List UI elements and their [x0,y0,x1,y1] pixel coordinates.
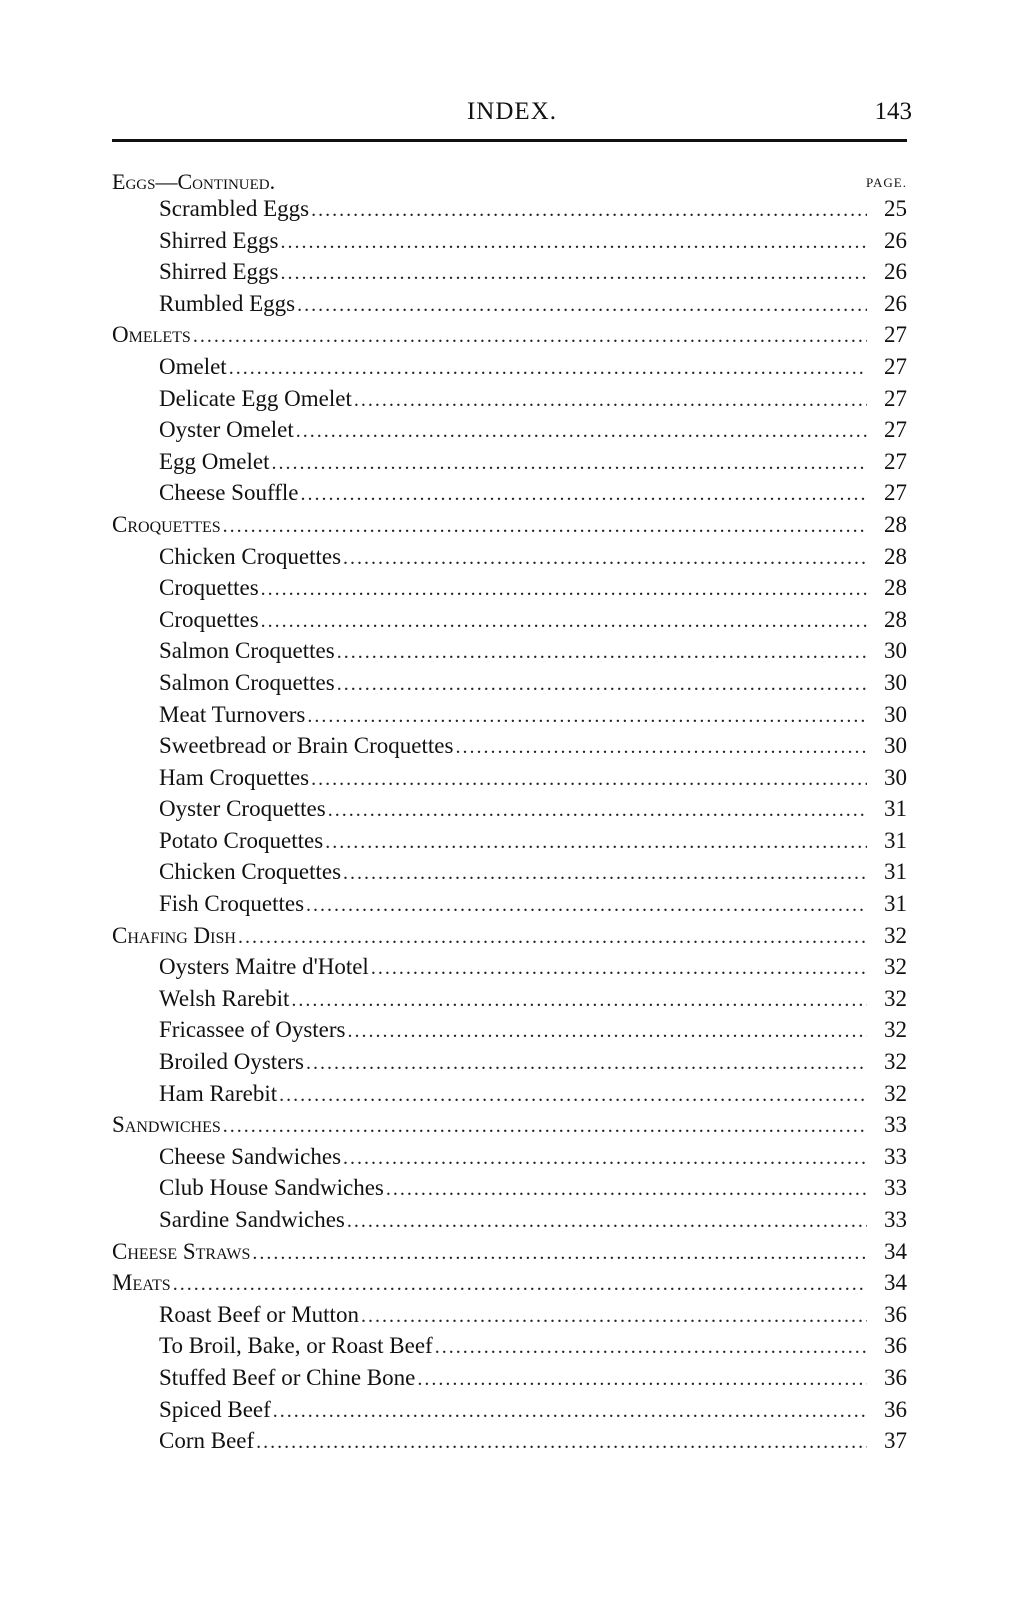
entry-label: Broiled Oysters [159,1049,305,1075]
dot-leader [280,231,867,254]
entry-label: Sweetbread or Brain Croquettes [159,733,454,759]
entry-page-number: 30 [884,733,907,759]
index-entry [112,796,907,828]
entry-page-number: 30 [884,764,907,790]
dot-leader [296,420,867,443]
index-entry [112,575,907,607]
index-section-heading [112,1270,907,1302]
dot-leader [306,1052,867,1075]
entry-page-number: 31 [884,827,907,853]
entry-label: Ham Croquettes [159,764,310,790]
dot-leader [343,547,867,570]
index-entry [112,1049,907,1081]
entry-label: Meats [112,1270,171,1296]
index-entry [112,1081,907,1113]
dot-leader [311,199,867,222]
dot-leader [348,1020,867,1043]
index-section-heading [112,512,907,544]
index-entry [112,1302,907,1334]
entry-page-number: 27 [884,385,907,411]
dot-leader [337,641,867,664]
entry-page-number: 36 [884,1301,907,1327]
dot-leader [291,989,867,1012]
entry-label: Omelets [112,322,191,348]
index-entry [112,1175,907,1207]
index-section-heading [112,1112,907,1144]
entry-page-number: 26 [884,227,907,253]
index-section-heading [112,1239,907,1271]
entry-page-number: 27 [884,322,907,348]
index-entry [112,607,907,639]
entry-page-number: 27 [884,353,907,379]
index-section-heading [112,322,907,354]
entry-label: Cheese Straws [112,1238,251,1264]
dot-leader [272,452,868,475]
dot-leader [386,1178,867,1201]
entry-label: Roast Beef or Mutton [159,1301,359,1327]
entry-page-number: 30 [884,669,907,695]
entry-page-number: 33 [884,1207,907,1232]
entry-label: Delicate Egg Omelet [159,385,352,411]
index-entry [112,544,907,576]
entry-page-number: 33 [884,1175,907,1201]
dot-leader [311,768,867,791]
entry-page-number: 30 [884,638,907,664]
entry-label: Fish Croquettes [159,891,305,917]
continued-label: Eggs—Continued. [112,169,276,194]
entry-page-number: 34 [884,1238,907,1264]
entry-page-number: 36 [884,1396,907,1422]
dot-leader [300,483,867,506]
dot-leader [273,1400,867,1423]
index-entry [112,228,907,260]
entry-label: Chicken Croquettes [159,859,342,885]
page-header [112,98,912,138]
entry-page-number: 32 [884,922,907,948]
dot-leader [371,957,867,980]
index-entry [112,859,907,891]
index-entry [112,1365,907,1397]
entry-page-number: 28 [884,511,907,537]
index-entry [112,670,907,702]
entry-page-number: 36 [884,1333,907,1359]
index-entry [112,1428,907,1460]
dot-leader [229,357,867,380]
entry-page-number: 28 [884,543,907,569]
entry-label: Chafing Dish [112,922,236,948]
continued-heading [112,165,907,196]
entry-label: Salmon Croquettes [159,638,335,664]
entry-page-number: 34 [884,1270,907,1296]
index-entry [112,1144,907,1176]
entry-label: Cheese Sandwiches [159,1143,342,1169]
index-entry [112,891,907,923]
entry-label: Club House Sandwiches [159,1175,384,1201]
entry-page-number: 32 [884,1049,907,1075]
entry-label: Salmon Croquettes [159,669,335,695]
dot-leader [354,389,867,412]
entry-label: Shirred Eggs [159,227,279,253]
entry-page-number: 26 [884,290,907,316]
entry-page-number: 32 [884,985,907,1011]
dot-leader [261,578,867,601]
entry-label: Oysters Maitre d'Hotel [159,954,369,980]
entry-label: Meat Turnovers [159,701,306,727]
entry-page-number: 31 [884,891,907,917]
entry-label: Croquettes [159,606,259,632]
dot-leader [337,673,867,696]
entry-label: Egg Omelet [159,448,270,474]
dot-leader [297,294,867,317]
dot-leader [306,894,867,917]
dot-leader [325,831,867,854]
index-entry [112,354,907,386]
dot-leader [280,262,867,285]
entry-label: Scrambled Eggs [159,196,310,221]
index-entry [112,1333,907,1365]
entry-label: Croquettes [159,575,259,601]
entry-page-number: 33 [884,1143,907,1169]
entry-label: Spiced Beef [159,1396,271,1422]
entry-label: Rumbled Eggs [159,290,296,316]
entry-label: Fricassee of Oysters [159,1017,346,1043]
index-entry [112,638,907,670]
dot-leader [435,1336,867,1359]
index-entry [112,291,907,323]
index-entry [112,417,907,449]
entry-label: Corn Beef [159,1428,255,1454]
dot-leader [223,1115,867,1138]
dot-leader [328,799,867,822]
entry-page-number: 31 [884,859,907,885]
dot-leader [252,1242,867,1265]
index-list [112,165,907,1460]
dot-leader [455,736,867,759]
index-entry [112,954,907,986]
page-title: INDEX. [466,98,557,125]
entry-page-number: 32 [884,954,907,980]
entry-page-number: 33 [884,1112,907,1138]
dot-leader [279,1084,867,1107]
dot-leader [307,705,867,728]
entry-label: Croquettes [112,511,221,537]
entry-label: Omelet [159,353,227,379]
index-entry [112,196,907,228]
entry-page-number: 27 [884,417,907,443]
index-entry [112,828,907,860]
dot-leader [343,1147,867,1170]
dot-leader [223,515,867,538]
index-entry [112,1207,907,1239]
entry-label: To Broil, Bake, or Roast Beef [159,1333,433,1359]
entry-label: Cheese Souffle [159,480,299,506]
entry-label: Oyster Croquettes [159,796,326,822]
entry-label: Stuffed Beef or Chine Bone [159,1364,416,1390]
entry-page-number: 28 [884,606,907,632]
entry-label: Sandwiches [112,1112,221,1138]
entry-label: Shirred Eggs [159,259,279,285]
dot-leader [238,926,867,949]
entry-page-number: 28 [884,575,907,601]
entry-page-number: 32 [884,1017,907,1043]
entry-label: Sardine Sandwiches [159,1207,345,1232]
entry-label: Oyster Omelet [159,417,294,443]
entry-label: Welsh Rarebit [159,985,290,1011]
dot-leader [417,1368,867,1391]
dot-leader [343,862,867,885]
entry-page-number: 25 [884,196,907,221]
index-entry [112,733,907,765]
entry-label: Chicken Croquettes [159,543,342,569]
entry-page-number: 27 [884,448,907,474]
dot-leader [347,1210,867,1233]
entry-page-number: 30 [884,701,907,727]
index-entry [112,386,907,418]
index-entry [112,986,907,1018]
index-section-heading [112,923,907,955]
dot-leader [256,1431,867,1454]
index-entry [112,480,907,512]
entry-page-number: 27 [884,480,907,506]
header-rule [112,139,907,142]
dot-leader [361,1305,867,1328]
entry-page-number: 26 [884,259,907,285]
index-entry [112,702,907,734]
entry-page-number: 32 [884,1080,907,1106]
dot-leader [193,325,867,348]
entry-label: Potato Croquettes [159,827,324,853]
index-entry [112,765,907,797]
index-entry [112,259,907,291]
entry-page-number: 36 [884,1364,907,1390]
index-entry [112,1017,907,1049]
entry-label: Ham Rarebit [159,1080,278,1106]
entry-page-number: 37 [884,1428,907,1454]
page-column-label: PAGE. [865,175,907,190]
dot-leader [173,1273,867,1296]
index-entry [112,1397,907,1429]
entry-page-number: 31 [884,796,907,822]
dot-leader [261,610,867,633]
index-entry [112,449,907,481]
page-number: 143 [874,98,912,125]
